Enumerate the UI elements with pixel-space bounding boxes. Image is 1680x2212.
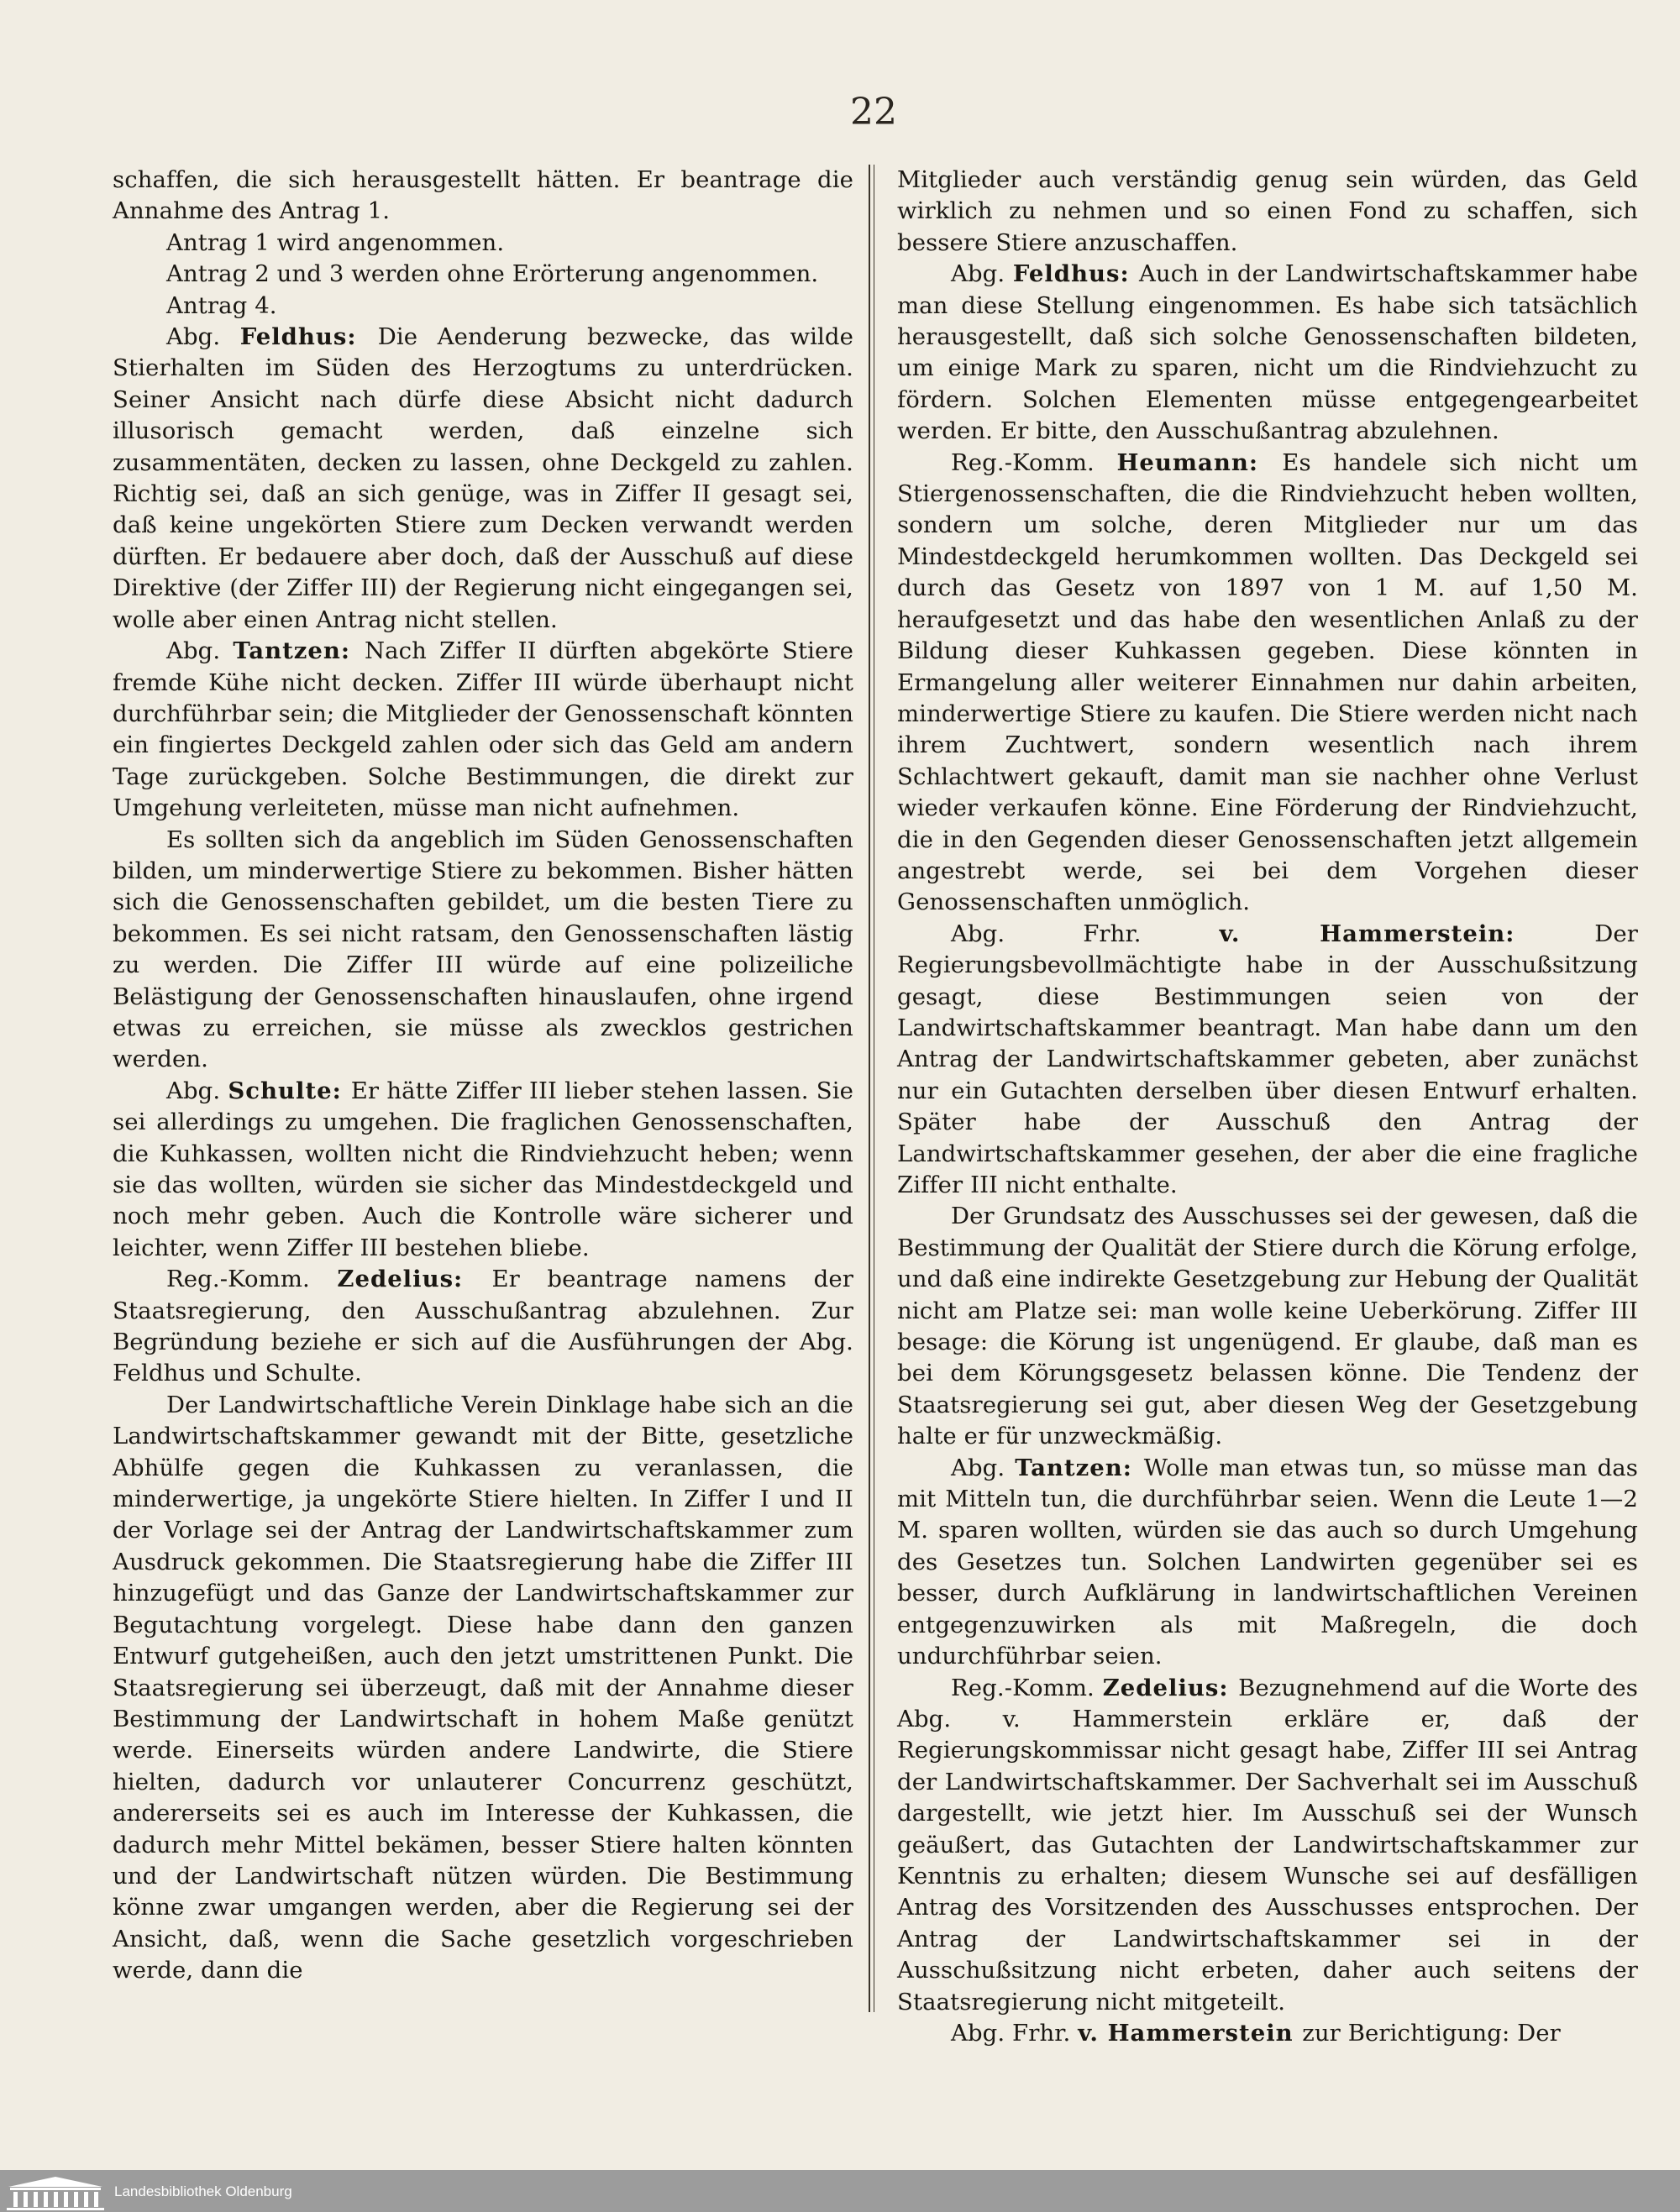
text-paragraph: Antrag 2 und 3 werden ohne Erörterung angenommen. xyxy=(166,260,819,288)
speech-text: Es handele sich nicht um Stiergenossenschaften, die die Rindviehzucht heben wollten, sondern um solche, deren Mitglieder nur um das Mindestdeckgeld herumkommen wollten. Das Deckgeld sei durch das Gesetz von 1897 von 1 M. auf 1,50 M. heraufgesetzt und das habe den wesentlichen Anlaß zu der Bildung dieser Kuhkassen gegeben. Diese könnten in Ermangelung aller weiterer Einnahmen nur dahin arbeiten, minderwertige Stiere zu kaufen. Die Stiere werden nicht nach ihrem Zuchtwert, sondern wesentlich nach ihrem Schlachtwert gekauft, damit man sie nachher ohne Verlust wieder verkaufen könne. Eine Förderung der Rindviehzucht, die in den Gegenden dieser Genossenschaften jetzt allgemein angestrebt werde, sei bei dem Vorgehen dieser Genossenschaften unmöglich. xyxy=(897,448,1639,916)
speaker-title: Abg. xyxy=(951,260,1013,288)
speech-paragraph xyxy=(897,1453,1638,1673)
speaker-name: Heumann: xyxy=(1116,448,1283,476)
left-column xyxy=(113,165,853,1987)
speaker-title: Reg.-Komm. xyxy=(166,1266,338,1293)
text-paragraph: Antrag 4. xyxy=(166,291,277,319)
speaker-title: Abg. xyxy=(951,1454,1016,1481)
speaker-name: Zedelius: xyxy=(337,1266,492,1293)
speaker-title: Abg. xyxy=(166,637,234,665)
speech-text: Der Regierungsbevollmächtigte habe in der Ausschußsitzung gesagt, diese Bestimmungen seien von der Landwirtschaftskammer beantragt. Man habe dann um den Antrag der Landwirtschaftskammer gebeten, aber zunächst nur ein Gutachten derselben über diesen Entwurf erhalten. Später habe der Ausschuß den Antrag der Landwirtschaftskammer gesehen, der aber die eine fragliche Ziffer III nicht enthalte. xyxy=(897,920,1638,1198)
speaker-title: Abg. Frhr. xyxy=(951,2019,1079,2047)
speaker-name: Feldhus: xyxy=(239,323,378,351)
speaker-name: Feldhus: xyxy=(1012,260,1139,288)
text-paragraph: Es sollten sich da angeblich im Süden Genossenschaften bilden, um minderwertige Stiere zu bekommen. Bisher hätten sich die Genossenschaften gebildet, um die besten Tiere zu bekommen. Es sei nicht ratsam, den Genossenschaften lästig zu werden. Die Ziffer III würde auf eine polizeiliche Belästigung der Genossenschaften hinauslaufen, ohne irgend etwas zu erreichen, sie müsse als zwecklos gestrichen werden. xyxy=(113,826,853,1073)
speech-text: Wolle man etwas tun, so müsse man das mit Mitteln tun, die durchführbar seien. Wenn die Leute 1—2 M. sparen wollten, würden sie das auch so durch Umgehung des Gesetzes tun. Solchen Landwirten gegenüber sei es besser, durch Aufklärung in landwirtschaftlichen Vereinen entgegenzuwirken als mit Maßregeln, die doch undurchführbar seien. xyxy=(897,1454,1638,1670)
speech-paragraph xyxy=(897,259,1638,447)
speech-paragraph xyxy=(113,1264,853,1390)
footer-library-name: Landesbibliothek Oldenburg xyxy=(114,2183,292,2199)
text-paragraph: Der Grundsatz des Ausschusses sei der gewesen, daß die Bestimmung der Qualität der Stiere durch die Körung erfolge, und daß eine indirekte Gesetzgebung zur Hebung der Qualität nicht am Platze sei: man wolle keine Ueberkörung. Ziffer III besage: die Körung ist ungenügend. Er glaube, daß man es bei dem Körungsgesetz belassen könne. Die Tendenz der Staatsregierung sei gut, aber diesen Weg der Gesetzgebung halte er für unzweckmäßig. xyxy=(897,1203,1638,1450)
speaker-title: Reg.-Komm. xyxy=(951,1674,1103,1701)
speaker-title: Abg. Frhr. xyxy=(951,920,1220,947)
speech-text: zur Berichtigung: Der xyxy=(1302,2019,1561,2047)
speaker-name: Schulte: xyxy=(228,1077,351,1104)
speech-text: Auch in der Landwirtschaftskammer habe man diese Stellung eingenommen. Es habe sich tatsächlich herausgestellt, daß sich solche Genossenschaften bildeten, um einige Mark zu sparen, nicht um die Rindviehzucht zu fördern. Solchen Elementen müsse entgegengearbeitet werden. Er bitte, den Ausschußantrag abzulehnen. xyxy=(897,260,1639,445)
speech-paragraph xyxy=(897,919,1638,1202)
text-paragraph: Der Landwirtschaftliche Verein Dinklage habe sich an die Landwirtschaftskammer gewandt mit der Bitte, gesetzliche Abhülfe gegen die Kuhkassen zu veranlassen, die minderwertige, ja ungekörte Stiere hielten. In Ziffer I und II der Vorlage sei der Antrag der Landwirtschaftskammer zum Ausdruck gekommen. Die Staatsregierung habe die Ziffer III hinzugefügt und das Ganze der Landwirtschaftskammer zur Begutachtung vorgelegt. Diese habe dann den ganzen Entwurf gutgeheißen, auch den jetzt umstrittenen Punkt. Die Staatsregierung sei überzeugt, daß mit der Annahme dieser Bestimmung der Landwirtschaft in hohem Maße genützt werde. Einerseits würden andere Landwirte, die Stiere hielten, dadurch vor unlauterer Concurrenz geschützt, andererseits sei es auch im Interesse der Kuhkassen, die dadurch mehr Mittel bekämen, besser Stiere halten könnten und der Landwirtschaft nützen würden. Die Bestimmung könne zwar umgangen werden, aber die Regierung sei der Ansicht, daß, wenn die Sache gesetzlich vorgeschrieben werde, dann die xyxy=(113,1391,853,1984)
speaker-name: Tantzen: xyxy=(233,637,365,665)
column-divider xyxy=(869,165,870,2012)
text-paragraph: Mitglieder auch verständig genug sein würden, das Geld wirklich zu nehmen und so einen Fond zu schaffen, sich bessere Stiere anzuschaffen. xyxy=(897,166,1638,256)
speaker-name: Zedelius: xyxy=(1102,1674,1239,1701)
speaker-title: Reg.-Komm. xyxy=(951,448,1117,476)
speech-paragraph xyxy=(897,2018,1638,2049)
speech-paragraph xyxy=(897,448,1638,919)
speech-text: Bezugnehmend auf die Worte des Abg. v. Hammerstein erkläre er, daß der Regierungskommissar nicht gesagt habe, Ziffer III sei Antrag der Landwirtschaftskammer. Der Sachverhalt sei im Ausschuß dargestellt, wie jetzt hier. Im Ausschuß sei der Wunsch geäußert, das Gutachten der Landwirtschaftskammer zur Kenntnis zu erhalten; diesem Wunsche sei auf desfälligen Antrag des Vorsitzenden des Ausschusses entsprochen. Der Antrag der Landwirtschaftskammer sei in der Ausschußsitzung nicht erbeten, daher auch seitens der Staatsregierung nicht mitgeteilt. xyxy=(897,1674,1638,2015)
speaker-title: Abg. xyxy=(166,1077,228,1104)
speaker-title: Abg. xyxy=(166,323,240,351)
speech-paragraph xyxy=(113,636,853,824)
speaker-name: v. Hammerstein xyxy=(1078,2019,1303,2047)
speaker-name: Tantzen: xyxy=(1015,1454,1144,1481)
right-column xyxy=(897,165,1638,2049)
text-paragraph: schaffen, die sich herausgestellt hätten. Er beantrage die Annahme des Antrag 1. xyxy=(113,166,853,225)
text-paragraph: Antrag 1 wird angenommen. xyxy=(166,228,505,256)
speech-paragraph xyxy=(113,322,853,636)
library-building-icon xyxy=(3,2173,108,2212)
speech-paragraph xyxy=(897,1673,1638,2018)
page-number: 22 xyxy=(850,91,897,134)
speech-text: Die Aenderung bezwecke, das wilde Stierhalten im Süden des Herzogtums zu unterdrücken. Seiner Ansicht nach dürfe diese Absicht nicht dadurch illusorisch gemacht werden, daß einzelne sich zusammentäten, decken zu lassen, ohne Deckgeld zu zahlen. Richtig sei, daß an sich genüge, was in Ziffer II gesagt sei, daß keine ungekörten Stiere zum Decken verwandt werden dürften. Er bedauere aber doch, daß der Ausschuß auf diese Direktive (der Ziffer III) der Regierung nicht eingegangen sei, wolle aber einen Antrag nicht stellen. xyxy=(113,323,853,633)
speech-text: Er hätte Ziffer III lieber stehen lassen. Sie sei allerdings zu umgehen. Die fraglichen Genossenschaften, die Kuhkassen, wollten nicht die Rindviehzucht heben; wenn sie das wollten, würden sie sicher das Mindestdeckgeld und noch mehr geben. Auch die Kontrolle wäre sicherer und leichter, wenn Ziffer III bestehen bliebe. xyxy=(113,1077,853,1261)
speech-text: Nach Ziffer II dürften abgekörte Stiere fremde Kühe nicht decken. Ziffer III würde überhaupt nicht durchführbar sein; die Mitglieder der Genossenschaft könnten ein fingiertes Deckgeld zahlen oder sich das Geld am andern Tage zurückgeben. Solche Bestimmungen, die direkt zur Umgehung verleiteten, müsse man nicht aufnehmen. xyxy=(113,637,853,822)
speech-text: Er beantrage namens der Staatsregierung, den Ausschußantrag abzulehnen. Zur Begründung beziehe er sich auf die Ausführungen der Abg. Feldhus und Schulte. xyxy=(113,1266,853,1387)
speaker-name: v. Hammerstein: xyxy=(1219,920,1595,947)
speech-paragraph xyxy=(113,1076,853,1264)
